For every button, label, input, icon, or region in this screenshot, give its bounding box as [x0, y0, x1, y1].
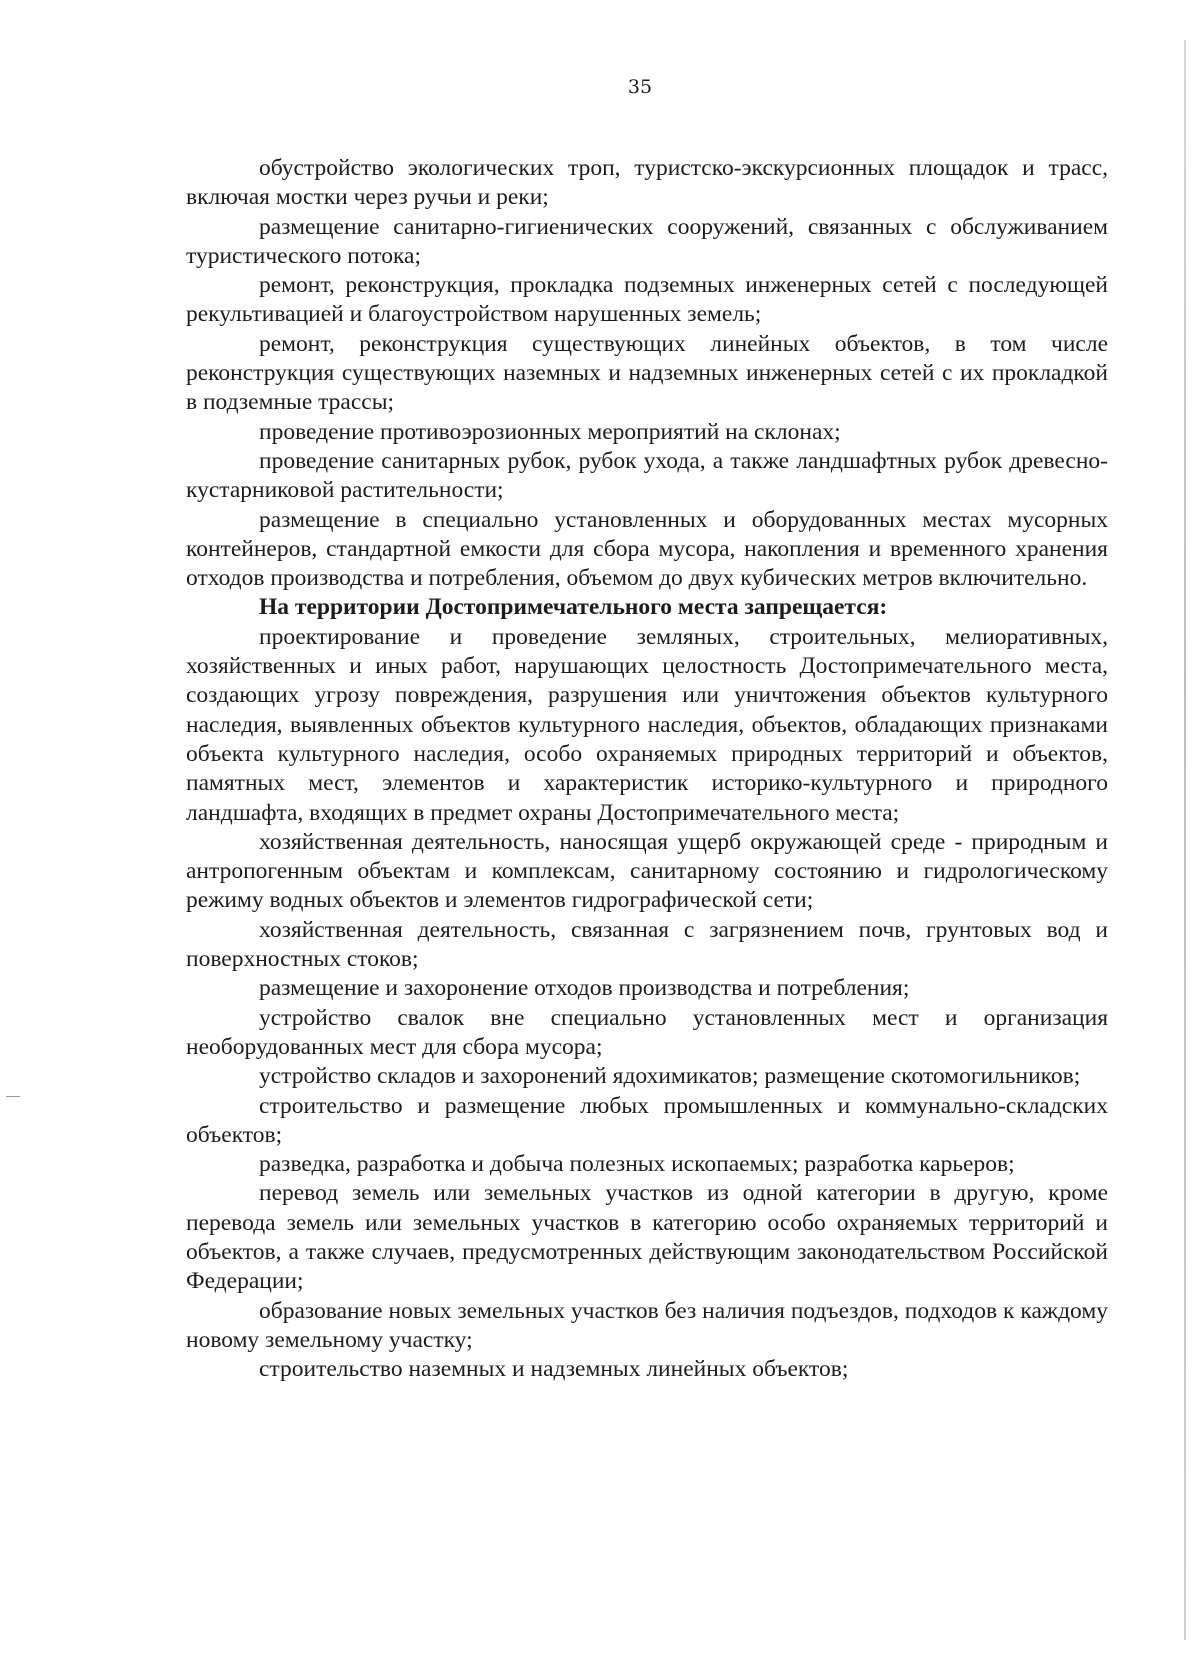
prohibited-item-earthworks: проектирование и проведение земляных, строительных, мелиоративных, хозяйственных и иных работ, нарушающих целостность Достопримечательного места, создающих угрозу повреждения, разрушения или уничтожения объектов культурного наследия, выявленных объектов культурного наследия, объектов, обладающих признаками объекта культурного наследия, особо охраняемых природных территорий и объектов, памятных мест, элементов и характеристик историко-культурного и природного ландшафта, входящих в предмет охраны Достопримечательного места; [186, 623, 1108, 826]
prohibited-item-land-plots: образование новых земельных участков без наличия подъездов, подходов к каждому новому земельному участку; [186, 1297, 1108, 1353]
scan-margin-mark [6, 1096, 20, 1097]
prohibited-item-soil-pollution: хозяйственная деятельность, связанная с загрязнением почв, грунтовых вод и поверхностных стоков; [186, 916, 1108, 973]
scan-edge-line [1184, 40, 1186, 1640]
allowed-item-anti-erosion: проведение противоэрозионных мероприятий на склонах; [259, 418, 841, 445]
allowed-item-sanitary-facilities: размещение санитарно-гигиенических сооружений, связанных с обслуживанием туристического потока; [186, 213, 1108, 269]
prohibited-item-dumps: устройство свалок вне специально установленных мест и организация необорудованных мест для сбора мусора; [186, 1004, 1108, 1060]
page-number: 35 [627, 76, 653, 98]
section-heading-prohibited: На территории Достопримечательного места запрещается: [259, 594, 888, 621]
allowed-item-sanitary-felling: проведение санитарных рубок, рубок ухода, а также ландшафтных рубок древесно-кустарниковой растительности; [186, 447, 1108, 504]
allowed-item-linear-objects: ремонт, реконструкция существующих линейных объектов, в том числе реконструкция существующих наземных и надземных инженерных сетей с их прокладкой в подземные трассы; [186, 330, 1108, 416]
prohibited-item-chemicals: устройство складов и захоронений ядохимикатов; размещение скотомогильников; [259, 1063, 1081, 1090]
allowed-item-eco-trails: обустройство экологических троп, туристско-экскурсионных площадок и трасс, включая мостки через ручьи и реки; [186, 155, 1108, 211]
prohibited-item-linear-construction: строительство наземных и надземных линейных объектов; [259, 1356, 849, 1383]
allowed-item-waste-containers: размещение в специально установленных и оборудованных местах мусорных контейнеров, стандартной емкости для сбора мусора, накопления и временного хранения отходов производства и потребления, объемом до двух кубических метров включительно. [186, 506, 1108, 592]
allowed-item-underground-networks: ремонт, реконструкция, прокладка подземных инженерных сетей с последующей рекультивацией и благоустройством нарушенных земель; [186, 272, 1108, 328]
prohibited-item-environmental-damage: хозяйственная деятельность, наносящая ущерб окружающей среде - природным и антропогенным объектам и комплексам, санитарному состоянию и гидрологическому режиму водных объектов и элементов гидрографической сети; [186, 828, 1108, 914]
document-body [186, 154, 1108, 1384]
prohibited-item-industrial-objects: строительство и размещение любых промышленных и коммунально-складских объектов; [186, 1092, 1108, 1148]
prohibited-item-waste-disposal: размещение и захоронение отходов производства и потребления; [259, 975, 910, 1002]
prohibited-item-land-transfer: перевод земель или земельных участков из одной категории в другую, кроме перевода земель или земельных участков в категорию особо охраняемых территорий и объектов, а также случаев, предусмотренных действующим законодательством Российской Федерации; [186, 1180, 1108, 1295]
prohibited-item-mining: разведка, разработка и добыча полезных ископаемых; разработка карьеров; [259, 1151, 1015, 1178]
